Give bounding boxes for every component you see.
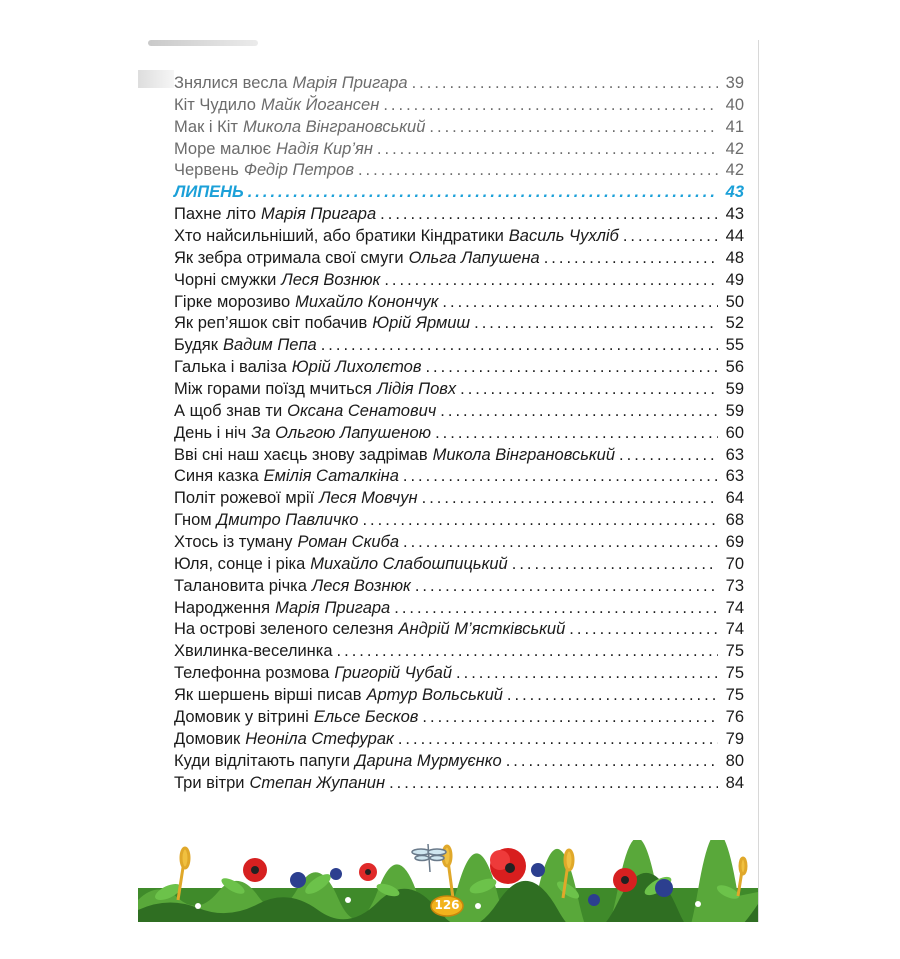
dot-leader: [384, 270, 718, 292]
dot-leader: [507, 685, 718, 707]
toc-entry-author: Ольга Лапушена: [408, 248, 540, 267]
dot-leader: [425, 357, 718, 379]
toc-entry: [174, 95, 744, 117]
toc-entry-title: Пахне літо: [174, 205, 257, 224]
dot-leader: [544, 248, 718, 270]
toc-entry-author: Емілія Саталкіна: [263, 467, 399, 486]
page-number: 126: [434, 898, 460, 912]
toc-entry-author: Микола Вінграновський: [243, 117, 426, 136]
toc-entry-title: Домовик у вітрині: [174, 707, 309, 726]
toc-entry-author: Марія Пригара: [261, 205, 377, 224]
toc-entry: [174, 335, 744, 357]
toc-entry-author: Надія Кир’ян: [276, 139, 373, 158]
toc-entry-author: Степан Жупанин: [249, 773, 386, 792]
dot-leader: [377, 139, 718, 161]
toc-entry-author: Микола Вінграновський: [432, 445, 616, 464]
toc-section-heading: [174, 182, 744, 204]
toc-entry-page: 64: [725, 489, 744, 508]
toc-entry: [174, 292, 744, 314]
toc-entry: [174, 488, 744, 510]
toc-entry-title: Куди відлітають папуги: [174, 751, 350, 770]
toc-entry: [174, 313, 744, 335]
toc-entry-page: 70: [725, 554, 744, 573]
toc-entry-page: 56: [725, 358, 744, 377]
toc-entry: [174, 117, 744, 139]
toc-entry-author: Леся Мовчун: [319, 489, 418, 508]
toc-entry-title: Юля, сонце і ріка: [174, 554, 306, 573]
toc-entry-author: Артур Вольський: [366, 686, 503, 705]
toc-entry-page: 75: [725, 664, 744, 683]
toc-entry-author: Василь Чухліб: [508, 227, 619, 246]
toc-entry: [174, 641, 744, 663]
toc-entry: [174, 773, 744, 795]
toc-entry-author: Григорій Чубай: [334, 664, 453, 683]
toc-entry-author: Михайло Слабошпицький: [310, 554, 508, 573]
toc-entry-title: Як зебра отримала свої смуги: [174, 248, 404, 267]
dot-leader: [619, 445, 718, 467]
toc-entry: [174, 248, 744, 270]
toc-entry-author: Дарина Мурмуєнко: [354, 751, 502, 770]
toc-entry-page: 80: [725, 751, 744, 770]
toc-entry: [174, 554, 744, 576]
dot-leader: [380, 204, 718, 226]
toc-entry-page: 55: [725, 336, 744, 355]
toc-entry-title: Знялися весла: [174, 74, 288, 92]
dot-leader: [456, 663, 718, 685]
toc-entry-page: 48: [725, 248, 744, 267]
toc-entry-author: За Ольгою Лапушеною: [251, 423, 432, 442]
toc-entry-title: Море малює: [174, 139, 271, 158]
toc-entry-title: Телефонна розмова: [174, 664, 330, 683]
toc-entry: [174, 619, 744, 641]
toc-entry-page: 74: [725, 620, 744, 639]
toc-entry: [174, 751, 744, 773]
toc-entry-page: 79: [725, 729, 744, 748]
dot-leader: [337, 641, 718, 663]
dot-leader: [412, 73, 718, 95]
dot-leader: [440, 401, 718, 423]
toc-entry: [174, 160, 744, 182]
toc-entry-title: Синя казка: [174, 467, 259, 486]
dot-leader: [623, 226, 718, 248]
toc-entry: [174, 401, 744, 423]
toc-entry: [174, 510, 744, 532]
dot-leader: [506, 751, 718, 773]
toc-entry-page: 49: [725, 270, 744, 289]
table-of-contents: [174, 73, 744, 794]
scan-smudge-top: [148, 40, 258, 46]
toc-entry-author: Андрій М’ястківський: [398, 620, 566, 639]
dot-leader: [321, 335, 718, 357]
dot-leader: [460, 379, 718, 401]
toc-entry: [174, 466, 744, 488]
toc-entry-title: Хвилинка-веселинка: [174, 642, 333, 661]
toc-entry-author: Оксана Сенатович: [287, 401, 437, 420]
toc-entry: [174, 663, 744, 685]
book-page: [138, 40, 758, 922]
dot-leader: [394, 598, 718, 620]
toc-entry-title: Галька і валіза: [174, 358, 287, 377]
toc-entry-page: 59: [725, 401, 744, 420]
toc-entry-author: Роман Скиба: [297, 533, 399, 552]
dot-leader: [383, 95, 718, 117]
toc-entry-title: Між горами поїзд мчиться: [174, 380, 372, 399]
flower-meadow-border: [138, 840, 758, 922]
dot-leader: [512, 554, 718, 576]
toc-entry-page: 42: [725, 139, 744, 158]
toc-entry: [174, 598, 744, 620]
toc-entry-author: Майк Йогансен: [260, 95, 380, 114]
dot-leader: [403, 532, 718, 554]
toc-entry-author: Юрій Ярмиш: [372, 314, 471, 333]
dot-leader: [248, 182, 718, 204]
toc-entry-title: Як реп’яшок світ побачив: [174, 314, 368, 333]
toc-entry-title: Вві сні наш хаєць знову задрімав: [174, 445, 428, 464]
dot-leader: [389, 773, 718, 795]
toc-entry: [174, 357, 744, 379]
toc-entry-page: 40: [725, 95, 744, 114]
toc-entry-page: 50: [725, 292, 744, 311]
toc-entry-title: Домовик: [174, 729, 241, 748]
toc-entry-page: 59: [725, 380, 744, 399]
toc-entry-author: Леся Вознюк: [281, 270, 381, 289]
toc-entry: [174, 685, 744, 707]
toc-entry-page: 39: [725, 74, 744, 92]
dot-leader: [415, 576, 718, 598]
toc-entry-title: ЛИПЕНЬ: [174, 183, 244, 202]
toc-entry: [174, 139, 744, 161]
toc-entry-page: 44: [725, 227, 744, 246]
scan-smudge-left: [138, 70, 174, 88]
toc-entry: [174, 270, 744, 292]
toc-entry: [174, 532, 744, 554]
toc-entry: [174, 423, 744, 445]
toc-entry-page: 60: [725, 423, 744, 442]
toc-entry-author: Юрій Лихолєтов: [291, 358, 422, 377]
toc-entry: [174, 204, 744, 226]
dot-leader: [422, 707, 718, 729]
toc-entry-page: 63: [725, 445, 744, 464]
toc-entry-title: Хто найсильніший, або братики Кіндратики: [174, 227, 504, 246]
toc-entry-author: Вадим Пепа: [222, 336, 317, 355]
toc-entry-title: Будяк: [174, 336, 218, 355]
toc-entry-page: 75: [725, 686, 744, 705]
toc-entry-author: Федір Петров: [243, 161, 354, 180]
toc-entry-page: 43: [725, 183, 744, 202]
toc-entry-title: А щоб знав ти: [174, 401, 283, 420]
toc-entry-title: Народження: [174, 598, 271, 617]
dot-leader: [403, 466, 718, 488]
toc-entry-title: Політ рожевої мрії: [174, 489, 315, 508]
toc-entry-page: 84: [725, 773, 744, 792]
dot-leader: [435, 423, 718, 445]
dot-leader: [398, 729, 718, 751]
dot-leader: [569, 619, 718, 641]
toc-entry-page: 75: [725, 642, 744, 661]
toc-entry-title: Талановита річка: [174, 576, 307, 595]
toc-entry: [174, 226, 744, 248]
toc-entry-author: Дмитро Павличко: [216, 511, 359, 530]
toc-entry-title: На острові зеленого селезня: [174, 620, 394, 639]
dot-leader: [422, 488, 718, 510]
toc-entry-author: Лідія Повх: [376, 380, 457, 399]
toc-entry: [174, 379, 744, 401]
toc-entry-page: 43: [725, 205, 744, 224]
dot-leader: [474, 313, 718, 335]
toc-entry-page: 68: [725, 511, 744, 530]
toc-entry-author: Марія Пригара: [275, 598, 391, 617]
toc-entry-page: 73: [725, 576, 744, 595]
dragonfly: [412, 844, 446, 872]
toc-entry: [174, 445, 744, 467]
toc-entry-title: Три вітри: [174, 773, 245, 792]
toc-entry: [174, 576, 744, 598]
toc-entry-page: 74: [725, 598, 744, 617]
toc-entry: [174, 73, 744, 95]
toc-entry-title: Гном: [174, 511, 212, 530]
toc-entry-title: Чорні смужки: [174, 270, 277, 289]
toc-entry: [174, 707, 744, 729]
toc-entry-page: 42: [725, 161, 744, 180]
toc-entry-title: Мак і Кіт: [174, 117, 238, 136]
toc-entry-title: Хтось із туману: [174, 533, 293, 552]
toc-entry-title: Червень: [174, 161, 239, 180]
toc-entry-page: 52: [725, 314, 744, 333]
toc-entry-author: Михайло Конончук: [295, 292, 439, 311]
toc-entry-page: 63: [725, 467, 744, 486]
dot-leader: [362, 510, 718, 532]
dot-leader: [442, 292, 718, 314]
toc-entry-title: Кіт Чудило: [174, 95, 256, 114]
toc-entry-author: Леся Вознюк: [311, 576, 411, 595]
dot-leader: [429, 117, 718, 139]
toc-entry: [174, 729, 744, 751]
toc-entry-page: 76: [725, 707, 744, 726]
toc-entry-page: 69: [725, 533, 744, 552]
toc-entry-author: Марія Пригара: [292, 74, 408, 92]
dot-leader: [358, 160, 718, 182]
toc-entry-title: Гірке морозиво: [174, 292, 291, 311]
toc-entry-author: Ельсе Бесков: [313, 707, 419, 726]
toc-entry-title: Як шершень вірші писав: [174, 686, 362, 705]
toc-entry-author: Неоніла Стефурак: [245, 729, 394, 748]
toc-entry-title: День і ніч: [174, 423, 247, 442]
toc-entry-page: 41: [725, 117, 744, 136]
